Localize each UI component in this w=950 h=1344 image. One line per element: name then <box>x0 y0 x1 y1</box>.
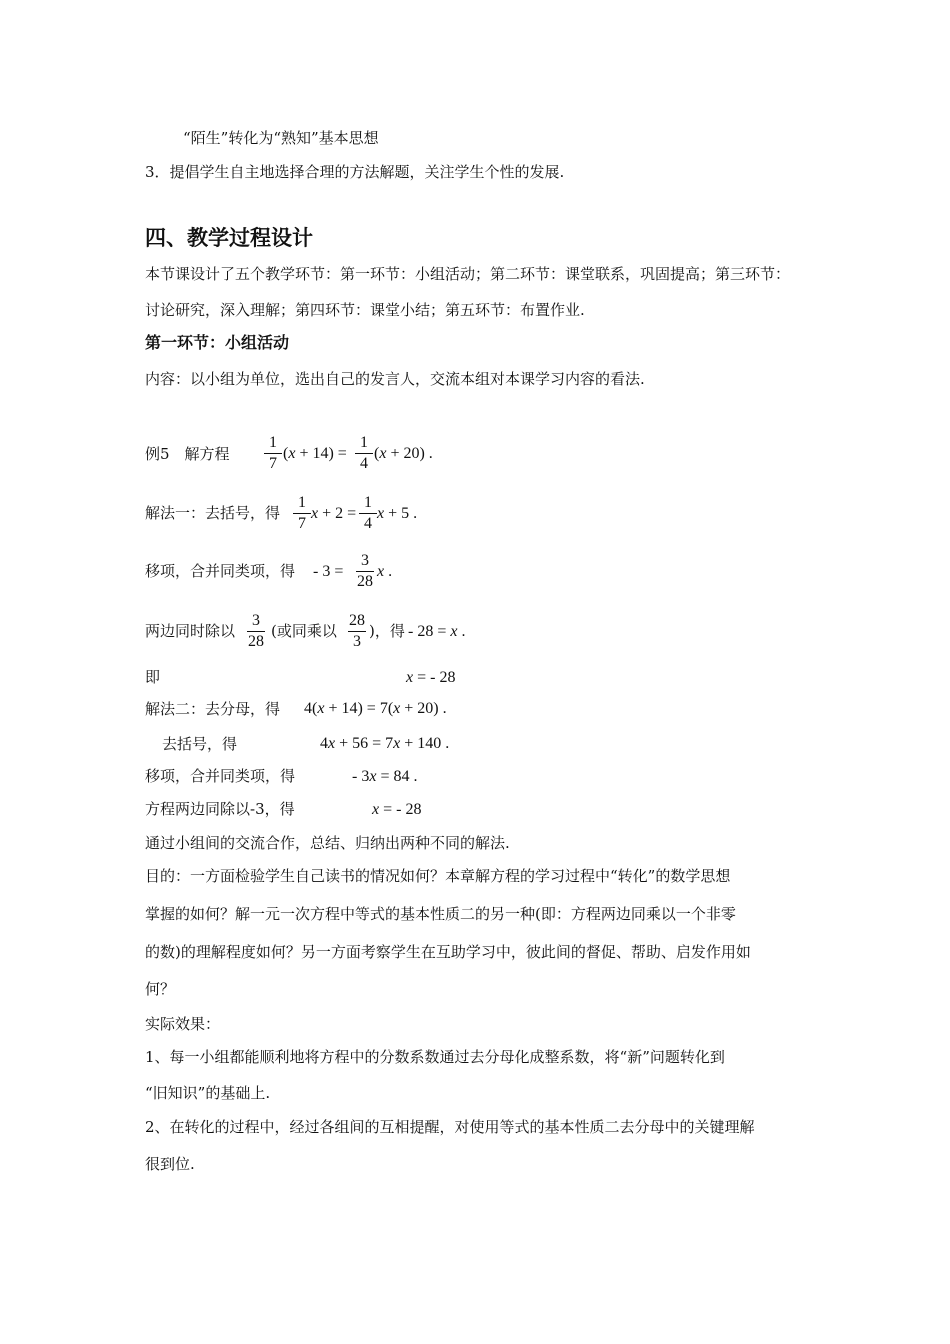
equation-part: x + 5 . <box>377 505 418 522</box>
equation-part: - 3x = 84 . <box>352 768 418 785</box>
move-terms-2-label: 移项，合并同类项，得 <box>145 767 296 785</box>
fraction-1-7: 1 7 <box>263 434 283 473</box>
fraction-3-28: 3 28 <box>357 552 373 590</box>
intro-line-1: “陌生”转化为“熟知”基本思想 <box>183 129 379 147</box>
step-content: 内容：以小组为单位，选出自己的发言人，交流本组对本课学习内容的看法. <box>145 370 645 388</box>
section-desc-line-1: 本节课设计了五个教学环节：第一环节：小组活动；第二环节：课堂联系，巩固提高；第三环节： <box>145 265 791 283</box>
divide-label: 两边同时除以 <box>145 622 236 640</box>
intro-line-2: 3．提倡学生自主地选择合理的方法解题，关注学生个性的发展. <box>145 163 565 181</box>
move-terms-label: 移项，合并同类项，得 <box>145 562 296 580</box>
equation-part: (x + 14) = <box>283 445 347 462</box>
divide-label: )，得 <box>369 622 405 640</box>
section-title: 四、教学过程设计 <box>145 226 313 250</box>
divide-2-label: 方程两边同除以-3，得 <box>145 800 295 818</box>
equation-part: 4(x + 14) = 7(x + 20) . <box>304 700 447 717</box>
purpose-line-2: 掌握的如何？解一元一次方程中等式的基本性质二的另一种(即：方程两边同乘以一个非零 <box>145 905 736 923</box>
effect-title: 实际效果： <box>145 1015 221 1033</box>
fraction-1-4: 1 4 <box>358 494 378 533</box>
equation-part: x = - 28 <box>406 669 456 686</box>
purpose-line-1: 目的：一方面检验学生自己读书的情况如何？本章解方程的学习过程中“转化”的数学思想 <box>145 867 731 885</box>
example-label: 例5 解方程 <box>145 445 230 463</box>
purpose-line-4: 何？ <box>145 980 176 998</box>
equation-part: 4x + 56 = 7x + 140 . <box>320 735 450 752</box>
divide-label: (或同乘以 <box>271 622 337 640</box>
effect-2-line-1: 2、在转化的过程中，经过各组间的互相提醒，对使用等式的基本性质二去分母中的关键理解 <box>145 1118 755 1136</box>
effect-1-line-2: “旧知识”的基础上. <box>145 1084 271 1102</box>
step-title: 第一环节：小组活动 <box>145 333 290 352</box>
equation-part: x + 2 = <box>311 505 357 522</box>
fraction-3-28: 3 28 <box>248 612 264 650</box>
equation-part: x . <box>377 563 393 580</box>
purpose-line-3: 的数)的理解程度如何？另一方面考察学生在互助学习中，彼此间的督促、帮助、启发作用如 <box>145 943 751 961</box>
effect-2-line-2: 很到位. <box>145 1155 195 1173</box>
solution-2-label: 解法二：去分母，得 <box>145 700 281 718</box>
fraction-1-7: 1 7 <box>292 494 312 533</box>
fraction-1-4: 1 4 <box>354 434 374 473</box>
equation-part: - 3 = <box>313 563 344 580</box>
equation-part: x = - 28 <box>372 801 422 818</box>
ji-label: 即 <box>145 668 161 686</box>
equation-part: (x + 20) . <box>374 445 433 462</box>
fraction-28-3: 28 3 <box>349 612 365 650</box>
expand-label: 去括号，得 <box>162 735 238 753</box>
equation-part: - 28 = x . <box>408 623 466 640</box>
effect-1-line-1: 1、每一小组都能顺利地将方程中的分数系数通过去分母化成整系数，将“新”问题转化到 <box>145 1048 725 1066</box>
solution-1-label: 解法一：去括号，得 <box>145 504 281 522</box>
section-desc-line-2: 讨论研究，深入理解；第四环节：课堂小结；第五环节：布置作业. <box>145 301 585 319</box>
summary-line: 通过小组间的交流合作，总结、归纳出两种不同的解法. <box>145 834 510 852</box>
